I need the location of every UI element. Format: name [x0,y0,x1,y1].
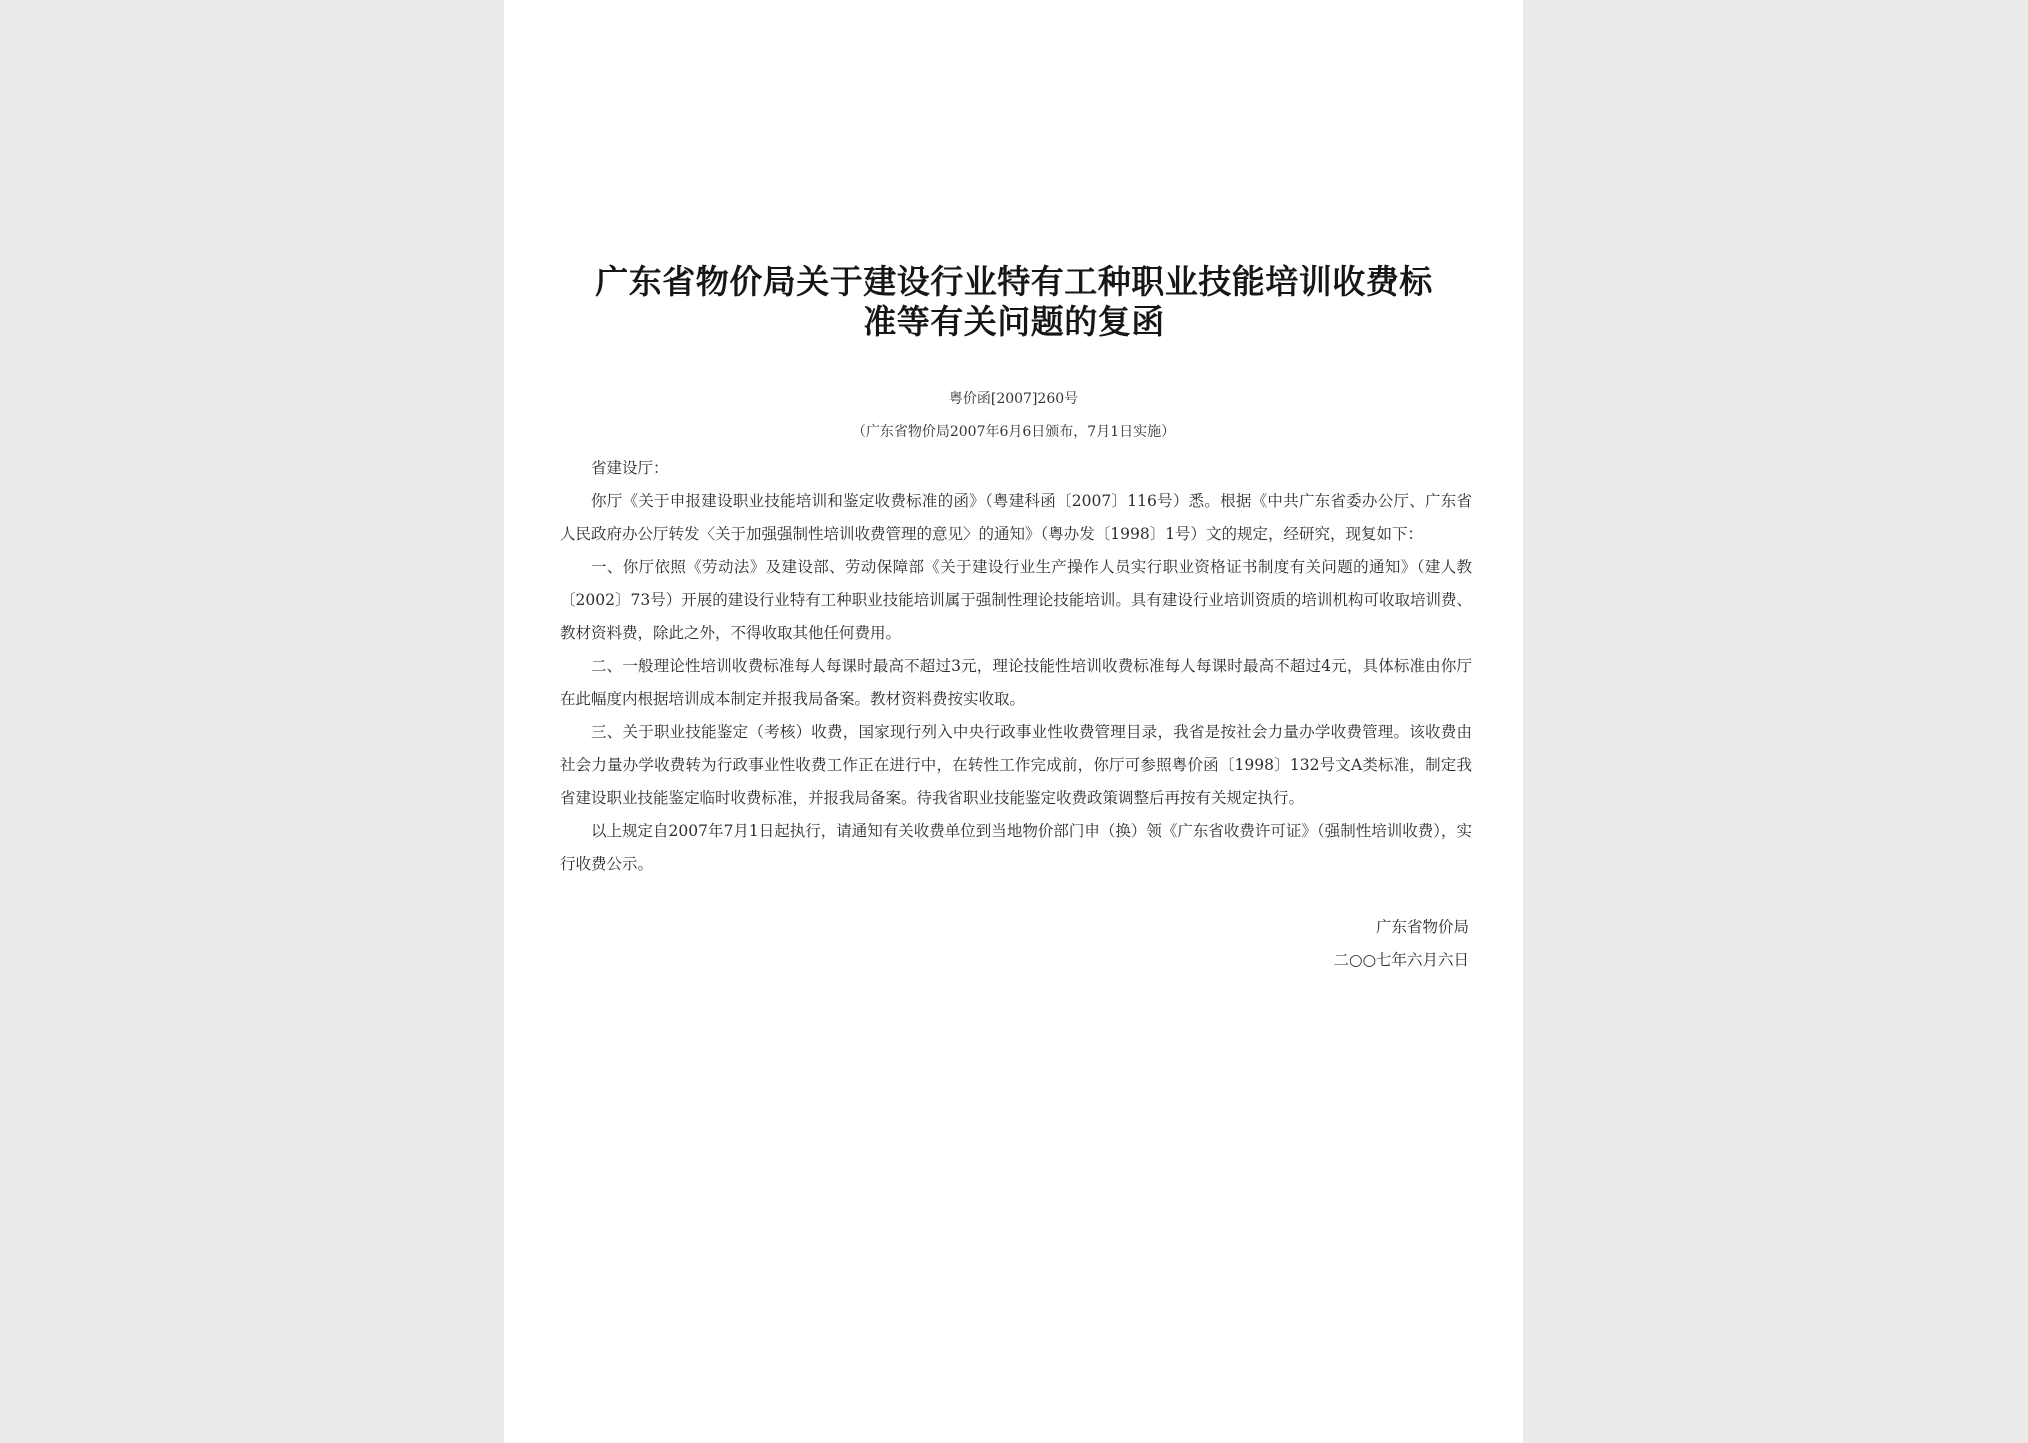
issued-note: （广东省物价局2007年6月6日颁布，7月1日实施） [851,424,1176,440]
body-paragraph: 你厅《关于申报建设职业技能培训和鉴定收费标准的函》（粤建科函〔2007〕116号）悉。根据《中共广东省委办公厅、广东省人民政府办公厅转发〈关于加强强制性培训收费管理的意见〉的通知》（粤办发〔1998〕1号）文的规定，经研究，现复如下： [560,492,1472,543]
signature: 广东省物价局 [1375,918,1469,936]
document-date: 二○○七年六月六日 [1333,951,1469,969]
document-number: 粤价函[2007]260号 [948,391,1079,407]
document-body [560,452,1472,881]
document-title: 广东省物价局关于建设行业特有工种职业技能培训收费标准等有关问题的复函 [595,262,1433,341]
body-paragraph: 以上规定自2007年7月1日起执行，请通知有关收费单位到当地物价部门申（换）领《广东省收费许可证》（强制性培训收费），实行收费公示。 [560,822,1472,873]
salutation: 省建设厅： [591,459,669,477]
body-paragraph: 一、你厅依照《劳动法》及建设部、劳动保障部《关于建设行业生产操作人员实行职业资格证书制度有关问题的通知》（建人教〔2002〕73号）开展的建设行业特有工种职业技能培训属于强制性理论技能培训。具有建设行业培训资质的培训机构可收取培训费、教材资料费，除此之外，不得收取其他任何费用。 [560,558,1472,642]
body-paragraph: 三、关于职业技能鉴定（考核）收费，国家现行列入中央行政事业性收费管理目录，我省是按社会力量办学收费管理。该收费由社会力量办学收费转为行政事业性收费工作正在进行中，在转性工作完成前，你厅可参照粤价函〔1998〕132号文A类标准，制定我省建设职业技能鉴定临时收费标准，并报我局备案。待我省职业技能鉴定收费政策调整后再按有关规定执行。 [560,723,1472,807]
closing-block [1333,911,1469,977]
body-paragraph: 二、一般理论性培训收费标准每人每课时最高不超过3元，理论技能性培训收费标准每人每课时最高不超过4元，具体标准由你厅在此幅度内根据培训成本制定并报我局备案。教材资料费按实收取。 [560,657,1472,708]
document-page [504,0,1523,1443]
